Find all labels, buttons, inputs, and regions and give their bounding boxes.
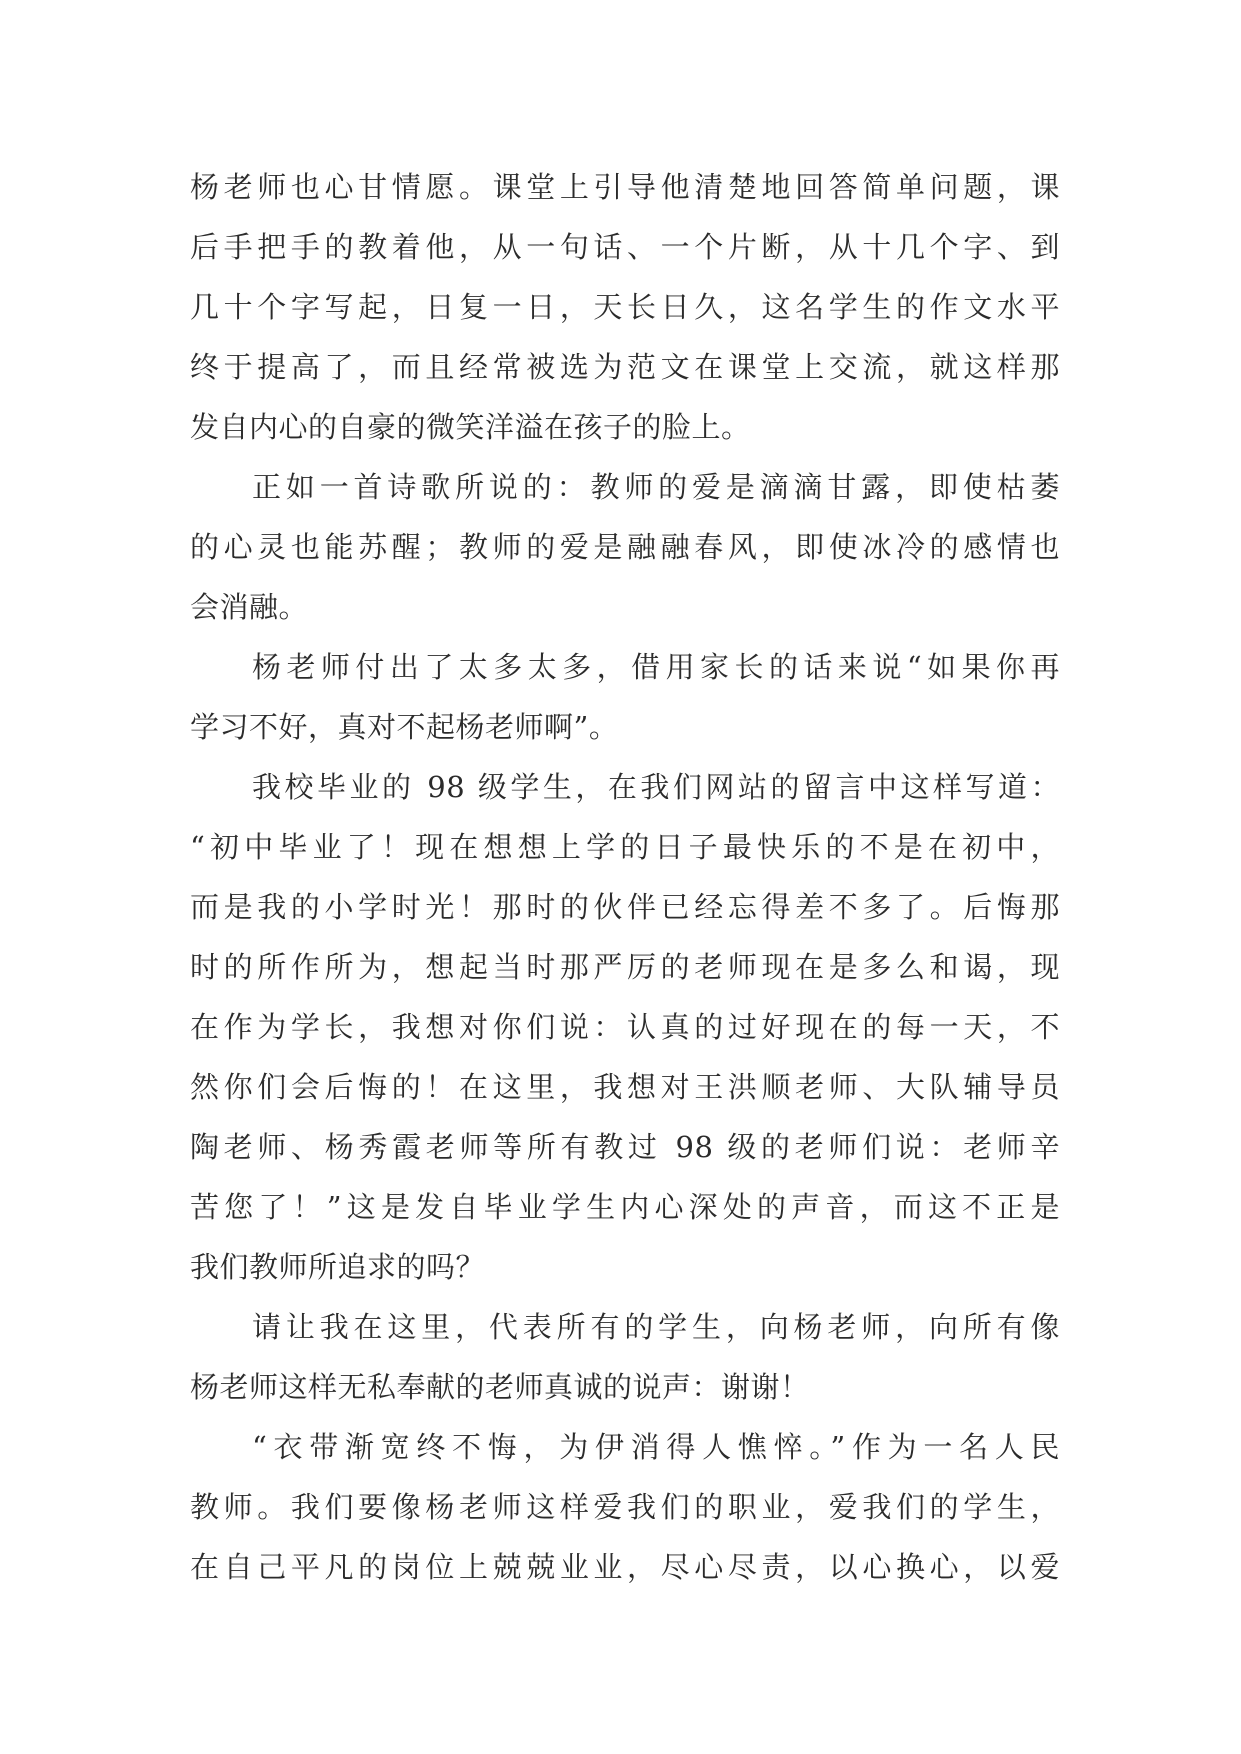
text-line: 在作为学长，我想对你们说：认真的过好现在的每一天，不: [190, 1010, 1060, 1044]
text-line: 学习不好，真对不起杨老师啊”。: [190, 710, 619, 744]
text-line: 苦您了！”这是发自毕业学生内心深处的声音，而这不正是: [190, 1190, 1060, 1224]
text-line: 后手把手的教着他，从一句话、一个片断，从十几个字、到: [190, 230, 1060, 264]
paragraph-first-line: “衣带渐宽终不悔，为伊消得人憔悴。”作为一名人民: [252, 1430, 1060, 1464]
body-text: [190, 157, 1060, 1597]
paragraph-first-line: 杨老师付出了太多太多，借用家长的话来说“如果你再: [252, 650, 1060, 684]
text-line: “初中毕业了！现在想想上学的日子最快乐的不是在初中，: [190, 830, 1060, 864]
text-line: 时的所作所为，想起当时那严厉的老师现在是多么和谒，现: [190, 950, 1060, 984]
text-line: 在自己平凡的岗位上兢兢业业，尽心尽责，以心换心，以爱: [190, 1550, 1060, 1584]
text-line: 而是我的小学时光！那时的伙伴已经忘得差不多了。后悔那: [190, 890, 1060, 924]
paragraph-first-line: 我校毕业的 98 级学生，在我们网站的留言中这样写道：: [252, 770, 1060, 804]
text-line: 陶老师、杨秀霞老师等所有教过 98 级的老师们说：老师辛: [190, 1130, 1060, 1164]
paragraph-first-line: 请让我在这里，代表所有的学生，向杨老师，向所有像: [252, 1310, 1060, 1344]
paragraph-first-line: 正如一首诗歌所说的：教师的爱是滴滴甘露，即使枯萎: [252, 470, 1060, 504]
text-line: 会消融。: [190, 590, 309, 624]
text-line: 然你们会后悔的！在这里，我想对王洪顺老师、大队辅导员: [190, 1070, 1060, 1104]
text-line: 的心灵也能苏醒；教师的爱是融融春风，即使冰冷的感情也: [190, 530, 1060, 564]
text-line: 终于提高了，而且经常被选为范文在课堂上交流，就这样那: [190, 350, 1060, 384]
text-line: 发自内心的自豪的微笑洋溢在孩子的脸上。: [190, 410, 751, 444]
text-line: 杨老师这样无私奉献的老师真诚的说声：谢谢！: [190, 1370, 810, 1404]
text-line: 几十个字写起，日复一日，天长日久，这名学生的作文水平: [190, 290, 1060, 324]
text-line: 杨老师也心甘情愿。课堂上引导他清楚地回答简单问题，课: [190, 170, 1060, 204]
text-line: 教师。我们要像杨老师这样爱我们的职业，爱我们的学生，: [190, 1490, 1060, 1524]
text-line: 我们教师所追求的吗？: [190, 1250, 486, 1284]
